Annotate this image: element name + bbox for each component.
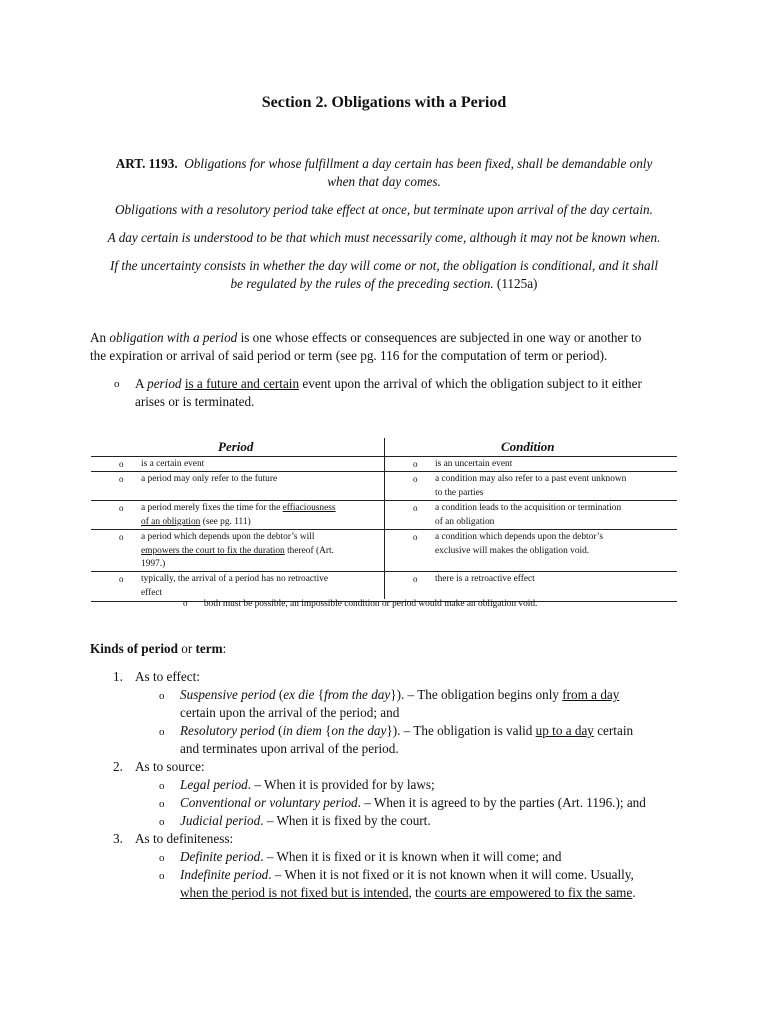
period-cell (141, 502, 336, 529)
period-definition (135, 375, 678, 411)
period-cell (141, 531, 334, 572)
list-item-label: As to source: (135, 759, 205, 774)
bullet-marker: o (119, 574, 124, 584)
cell-line: of an obligation (435, 516, 495, 527)
cell-line: (see pg. 111) (200, 516, 251, 527)
bullet-marker: o (119, 503, 124, 513)
article-paragraph-3: A day certain is understood to be that which must necessarily come, although it may not be known when. (107, 230, 661, 245)
underlined-text: up to a day (535, 723, 594, 738)
term: ex die (283, 687, 315, 702)
underlined-text: of an obligation (141, 516, 201, 527)
table-row (91, 501, 677, 530)
text: . – When it is not fixed or it is not known when it will come. Usually, (268, 867, 634, 882)
text: ( (274, 723, 283, 738)
bullet-marker: o (114, 378, 120, 390)
text: and terminates upon arrival of the period. (180, 741, 399, 756)
bullet-marker: o (413, 574, 418, 584)
table-row (91, 457, 677, 472)
table-note (183, 598, 537, 609)
article-paragraph-2: Obligations with a resolutory period take effect at once, but terminate upon arrival of the day certain. (115, 202, 653, 217)
heading-text: : (222, 641, 227, 656)
text: , the (408, 885, 435, 900)
article-p4-line1: If the uncertainty consists in whether the day will come or not, the obligation is conditional, and it shall (110, 258, 658, 273)
list-number: 2. (113, 759, 123, 774)
underlined-text: is a future and certain (184, 376, 300, 391)
note-text: both must be possible, an impossible condition or period would make an obligation void. (203, 599, 538, 609)
list-number: 1. (113, 669, 123, 684)
text: certain upon the arrival of the period; and (180, 705, 400, 720)
bullet-marker: o (183, 598, 188, 608)
suspensive-period-item (180, 686, 678, 722)
underlined-text: effiaciousness (282, 503, 336, 513)
section-title: Section 2. Obligations with a Period (261, 94, 507, 111)
cell-line: exclusive will makes the obligation void. (435, 545, 590, 556)
term: Indefinite period (180, 867, 269, 882)
bullet-marker: o (159, 690, 165, 702)
text: A (135, 376, 148, 391)
article-paragraph-1 (92, 155, 676, 191)
cell-line: a period merely fixes the time for the (141, 503, 283, 513)
intro-paragraph (90, 329, 678, 365)
indefinite-period-item (180, 866, 678, 902)
bullet-marker: o (159, 780, 165, 792)
article-paragraph-4 (92, 257, 676, 293)
condition-cell (435, 502, 621, 529)
article-p4-line2: be regulated by the rules of the preceding section. (230, 276, 494, 291)
term: Suspensive period (180, 687, 276, 702)
term: on the day (331, 723, 387, 738)
cell-line: 1997.) (141, 559, 166, 569)
term: from the day (324, 687, 391, 702)
text: }). – The obligation begins only (390, 687, 563, 702)
list-item-label: As to definiteness: (135, 831, 234, 846)
period-cell: a period may only refer to the future (141, 474, 278, 484)
term: Resolutory period (180, 723, 275, 738)
kinds-heading (90, 641, 226, 657)
cell-line: a condition which depends upon the debtor’s (435, 532, 604, 542)
conventional-period-item (180, 794, 646, 812)
intro-term: obligation with a period (109, 330, 238, 345)
cell-line: thereof (Art. (284, 545, 334, 556)
underlined-text: when the period is not fixed but is intended (180, 885, 409, 900)
comparison-table (91, 438, 677, 602)
text: arises or is terminated. (135, 394, 255, 409)
judicial-period-item (180, 812, 431, 830)
text: ( (275, 687, 284, 702)
cell-line: a condition leads to the acquisition or termination (435, 503, 622, 513)
cell-line: effect (141, 587, 163, 598)
condition-cell: is an uncertain event (435, 459, 513, 469)
text: { (314, 687, 325, 702)
list-number: 3. (113, 831, 123, 846)
term: period (147, 376, 182, 391)
article-label: ART. 1193. (115, 156, 178, 171)
condition-cell (435, 473, 626, 500)
term: Judicial period (180, 813, 261, 828)
underlined-text: courts are empowered to fix the same (434, 885, 633, 900)
bullet-marker: o (159, 798, 165, 810)
bullet-marker: o (413, 474, 418, 484)
article-text-line1: Obligations for whose fulfillment a day certain has been fixed, shall be demandable only (184, 156, 653, 171)
list-item-label: As to effect: (135, 669, 200, 684)
term: in diem (282, 723, 322, 738)
article-text-line2: when that day comes. (327, 174, 441, 189)
term: Definite period (180, 849, 261, 864)
definite-period-item (180, 848, 561, 866)
bullet-marker: o (159, 726, 165, 738)
cell-line: to the parties (435, 487, 484, 498)
bullet-marker: o (413, 532, 418, 542)
legal-period-item (180, 776, 435, 794)
condition-cell (435, 531, 603, 558)
text: }). – The obligation is valid (386, 723, 536, 738)
cell-line: a condition may also refer to a past event unknown (435, 474, 627, 484)
cell-line: a period which depends upon the debtor’s will (141, 532, 315, 542)
bullet-marker: o (159, 852, 165, 864)
text: . – When it is agreed to by the parties (Art. 1196.); and (357, 795, 646, 810)
text: certain (593, 723, 634, 738)
table-row (91, 530, 677, 572)
text: . (632, 885, 636, 900)
bullet-marker: o (119, 459, 124, 469)
text: . – When it is fixed by the court. (260, 813, 431, 828)
period-cell (141, 573, 328, 600)
text: event upon the arrival of which the obligation subject to it either (299, 376, 642, 391)
intro-text-line2: the expiration or arrival of said period or term (see pg. 116 for the computation of term or period). (90, 348, 608, 363)
term: Legal period (180, 777, 248, 792)
resolutory-period-item (180, 722, 678, 758)
bullet-marker: o (159, 816, 165, 828)
bullet-marker: o (119, 474, 124, 484)
bullet-marker: o (159, 870, 165, 882)
text: . – When it is fixed or it is known when it will come; and (260, 849, 562, 864)
header-condition: Condition (501, 439, 555, 454)
period-cell: is a certain event (141, 459, 205, 469)
text: { (321, 723, 332, 738)
intro-text: is one whose effects or consequences are subjected in one way or another to (237, 330, 642, 345)
intro-text: An (90, 330, 110, 345)
cell-line: typically, the arrival of a period has no retroactive (141, 574, 329, 584)
term: Conventional or voluntary period (180, 795, 358, 810)
text: . – When it is provided for by laws; (247, 777, 435, 792)
header-period: Period (218, 439, 254, 454)
table-row (91, 472, 677, 501)
underlined-text: empowers the court to fix the duration (141, 545, 285, 556)
heading-bold: Kinds of period (90, 641, 178, 656)
condition-cell: there is a retroactive effect (435, 574, 535, 584)
heading-bold: term (195, 641, 223, 656)
bullet-marker: o (119, 532, 124, 542)
bullet-marker: o (413, 503, 418, 513)
heading-text: or (177, 641, 196, 656)
table-header-row (91, 438, 677, 457)
bullet-marker: o (413, 459, 418, 469)
underlined-text: from a day (562, 687, 620, 702)
article-reference: (1125a) (496, 276, 538, 291)
